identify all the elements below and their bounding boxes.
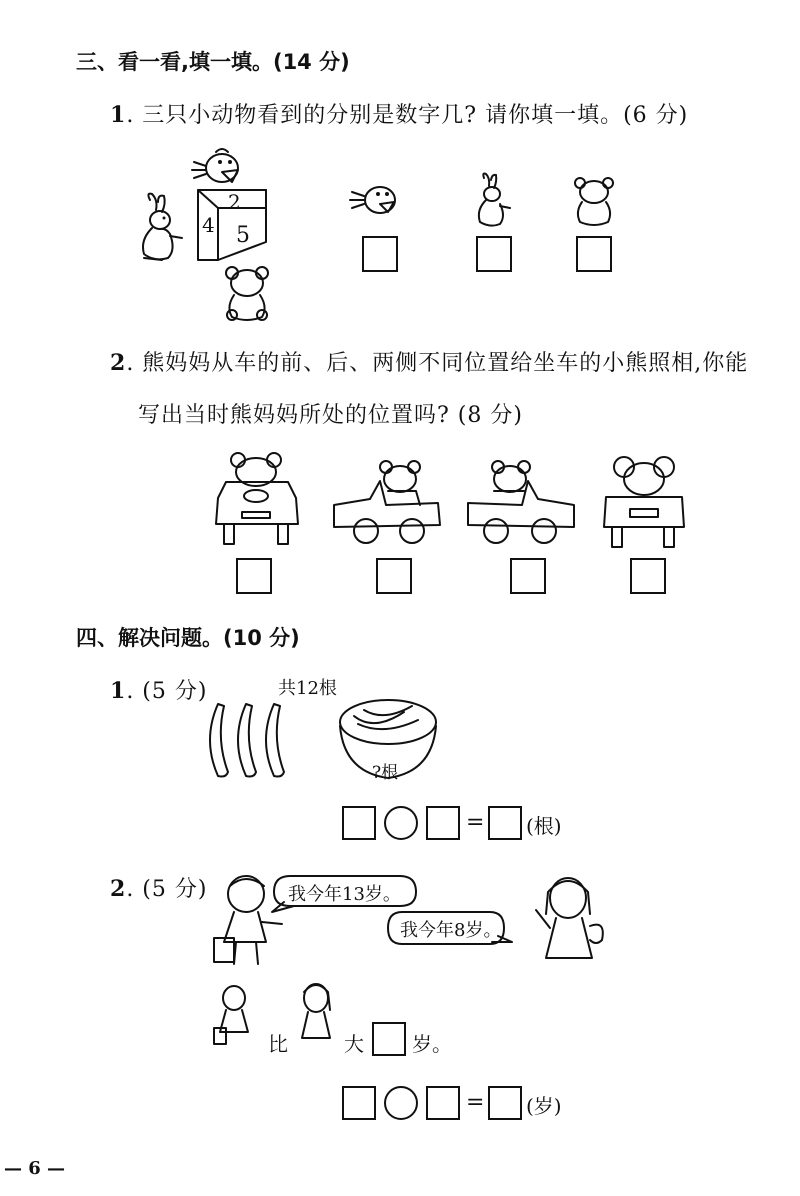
s4-q1-header <box>110 674 207 705</box>
s4-q1-operator-circle[interactable] <box>384 806 418 840</box>
section4-title: 四、解决问题。(10 分) <box>76 626 300 650</box>
bananas-icon <box>200 700 300 780</box>
q1-rabbit-answer-box[interactable] <box>476 236 512 272</box>
compare-sui: 岁。 <box>412 1032 452 1056</box>
page-number: — 6 — <box>4 1158 66 1179</box>
q2-car1-answer-box[interactable] <box>236 558 272 594</box>
s4-q2-equals: = <box>466 1090 485 1115</box>
q1-number: 1 <box>110 102 127 128</box>
basket-label: ?根 <box>372 763 399 783</box>
s4-q2-result-box[interactable] <box>488 1086 522 1120</box>
q1-bird-answer-box[interactable] <box>362 236 398 272</box>
girl-speech-text: 我今年8岁。 <box>400 920 502 941</box>
cube-front-face: 5 <box>236 223 250 248</box>
boy-small-icon <box>212 984 256 1048</box>
bear-answer-icon <box>572 176 616 228</box>
q1-bear-answer-box[interactable] <box>576 236 612 272</box>
s4-q2-operand2-box[interactable] <box>426 1086 460 1120</box>
car-back-view <box>600 455 688 549</box>
rabbit-icon <box>132 192 192 267</box>
s4-q1-operand2-box[interactable] <box>426 806 460 840</box>
bear-icon <box>222 265 274 323</box>
q2-text-line1 <box>110 346 748 377</box>
car-side-view-left <box>330 455 442 547</box>
s4-q2-operand1-box[interactable] <box>342 1086 376 1120</box>
s4-q1-total-label: 共12根 <box>278 678 337 699</box>
s4-q2-operator-circle[interactable] <box>384 1086 418 1120</box>
s4-q1-operand1-box[interactable] <box>342 806 376 840</box>
s4-q2-number: 2 <box>110 876 127 902</box>
s4-q1-points: . (5 分) <box>126 679 208 704</box>
q2-car3-answer-box[interactable] <box>510 558 546 594</box>
s4-q2-points: . (5 分) <box>126 877 208 902</box>
cube-top-face: 2 <box>228 190 241 214</box>
s4-q2-compare-box[interactable] <box>372 1022 406 1056</box>
girl-small-icon <box>290 980 342 1046</box>
car-front-view <box>212 452 302 548</box>
q2-car4-answer-box[interactable] <box>630 558 666 594</box>
compare-bi: 比 <box>268 1032 288 1056</box>
q1-prompt: . 三只小动物看到的分别是数字几? 请你填一填。(6 分) <box>126 103 689 128</box>
bird-icon <box>192 148 250 190</box>
boy-speech-text: 我今年13岁。 <box>288 884 401 905</box>
s4-q1-unit: (根) <box>526 814 562 838</box>
compare-da: 大 <box>344 1032 364 1056</box>
s4-q1-result-box[interactable] <box>488 806 522 840</box>
girl-icon <box>526 870 608 966</box>
q2-number: 2 <box>110 350 127 376</box>
s4-q1-equals: = <box>466 810 485 835</box>
s4-q2-header <box>110 872 207 903</box>
bird-answer-icon <box>350 180 404 220</box>
q2-car2-answer-box[interactable] <box>376 558 412 594</box>
cube-left-face: 4 <box>202 213 215 237</box>
q2-text-line2: 写出当时熊妈妈所处的位置吗? (8 分) <box>138 403 523 428</box>
s4-q1-number: 1 <box>110 678 127 704</box>
car-side-view-right <box>466 455 578 547</box>
q1-text <box>110 98 688 129</box>
rabbit-answer-icon <box>470 172 516 232</box>
q2-prompt-line1: . 熊妈妈从车的前、后、两侧不同位置给坐车的小熊照相,你能 <box>126 351 749 376</box>
section3-title: 三、看一看,填一填。(14 分) <box>76 50 350 74</box>
s4-q2-unit: (岁) <box>526 1094 562 1118</box>
